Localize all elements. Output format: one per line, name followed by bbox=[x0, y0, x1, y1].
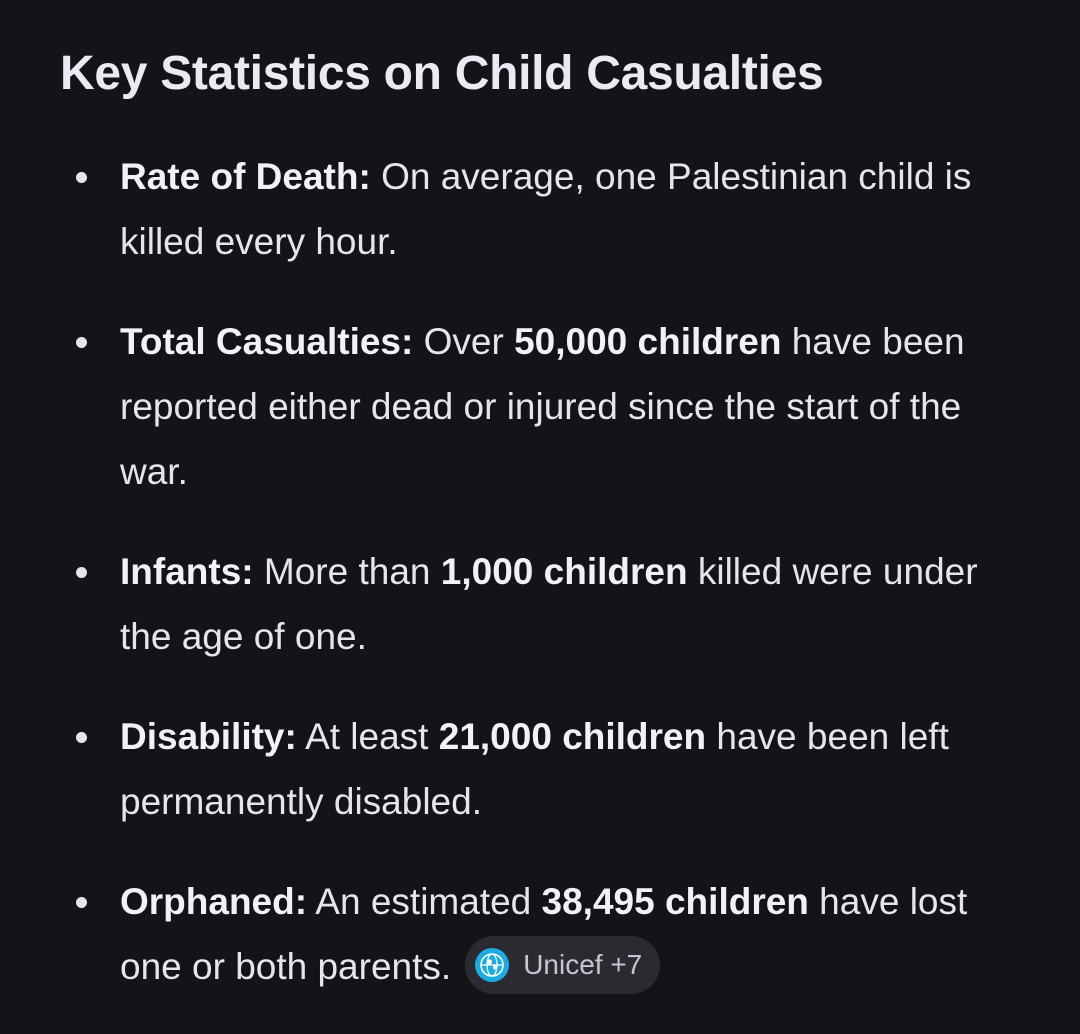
item-highlight: 38,495 children bbox=[541, 881, 809, 922]
bullet-icon bbox=[76, 172, 87, 183]
source-chip[interactable] bbox=[465, 936, 660, 994]
item-text: have lost one or both parents. bbox=[120, 881, 968, 987]
list-item-total-casualties bbox=[60, 309, 1020, 504]
bullet-icon bbox=[76, 732, 87, 743]
item-highlight: 21,000 children bbox=[438, 716, 707, 757]
item-text: On average, one Palestinian child is killed every hour. bbox=[120, 156, 972, 262]
item-text: have been reported either dead or injured since the start of the war. bbox=[120, 321, 965, 492]
item-label: Rate of Death: bbox=[120, 156, 371, 197]
list-item-orphaned bbox=[60, 869, 1020, 999]
list-item-rate-of-death bbox=[60, 144, 1020, 274]
item-text: killed were under the age of one. bbox=[120, 551, 978, 657]
item-text: have been left permanently disabled. bbox=[120, 716, 949, 822]
item-text: More than bbox=[253, 551, 441, 592]
section-heading: Key Statistics on Child Casualties bbox=[60, 47, 824, 100]
item-text: Over bbox=[413, 321, 515, 362]
unicef-logo-icon bbox=[475, 948, 509, 982]
bullet-icon bbox=[76, 337, 87, 348]
item-text: At least bbox=[296, 716, 439, 757]
item-text: An estimated bbox=[307, 881, 542, 922]
item-highlight: 1,000 children bbox=[440, 551, 688, 592]
item-label: Disability: bbox=[120, 716, 297, 757]
statistics-list bbox=[60, 144, 1020, 999]
item-label: Total Casualties: bbox=[120, 321, 414, 362]
list-item-infants bbox=[60, 539, 1020, 669]
item-highlight: 50,000 children bbox=[514, 321, 782, 362]
list-item-disability bbox=[60, 704, 1020, 834]
item-label: Infants: bbox=[120, 551, 254, 592]
bullet-icon bbox=[76, 897, 87, 908]
bullet-icon bbox=[76, 567, 87, 578]
source-chip-label: Unicef +7 bbox=[523, 949, 643, 981]
item-label: Orphaned: bbox=[120, 881, 308, 922]
